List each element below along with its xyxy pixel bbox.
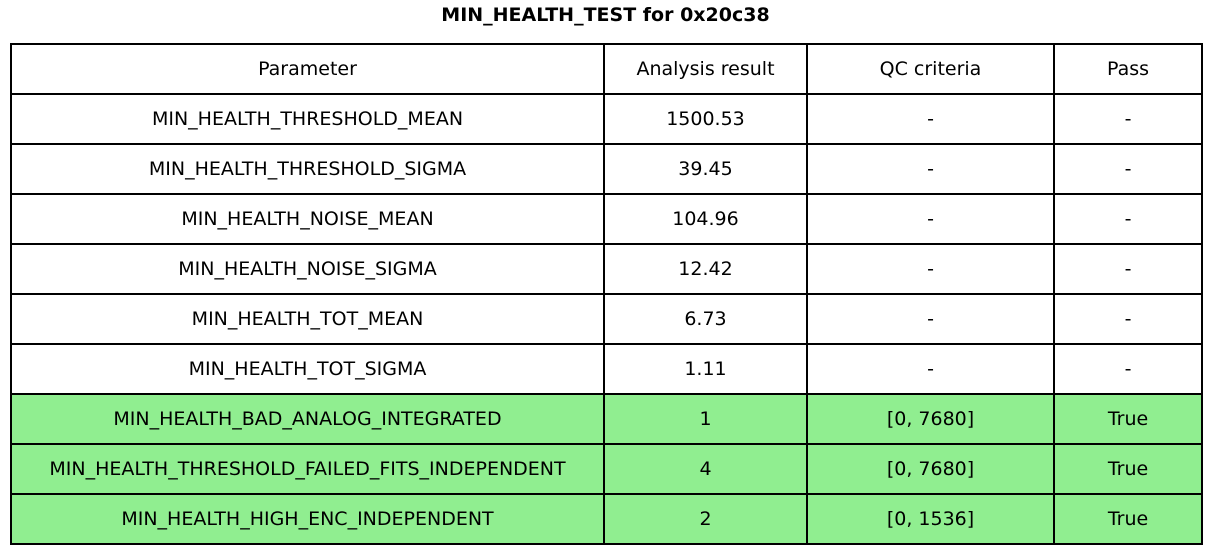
cell-analysis-result: 2 xyxy=(604,494,807,544)
table-row xyxy=(11,494,1202,544)
cell-parameter: MIN_HEALTH_THRESHOLD_FAILED_FITS_INDEPENDENT xyxy=(11,444,604,494)
cell-analysis-result: 1.11 xyxy=(604,344,807,394)
col-header-analysis-result: Analysis result xyxy=(604,44,807,94)
table-row xyxy=(11,244,1202,294)
table-row xyxy=(11,344,1202,394)
table-row xyxy=(11,444,1202,494)
table-row xyxy=(11,194,1202,244)
cell-analysis-result: 1 xyxy=(604,394,807,444)
cell-parameter: MIN_HEALTH_THRESHOLD_MEAN xyxy=(11,94,604,144)
cell-pass: True xyxy=(1054,444,1202,494)
col-header-parameter: Parameter xyxy=(11,44,604,94)
page-title: MIN_HEALTH_TEST for 0x20c38 xyxy=(441,4,770,26)
table-row xyxy=(11,394,1202,444)
table-header xyxy=(11,44,1202,94)
cell-analysis-result: 4 xyxy=(604,444,807,494)
header-row xyxy=(11,44,1202,94)
cell-analysis-result: 6.73 xyxy=(604,294,807,344)
cell-analysis-result: 104.96 xyxy=(604,194,807,244)
cell-parameter: MIN_HEALTH_THRESHOLD_SIGMA xyxy=(11,144,604,194)
cell-analysis-result: 1500.53 xyxy=(604,94,807,144)
cell-qc-criteria: - xyxy=(807,94,1054,144)
table-body xyxy=(11,94,1202,544)
cell-qc-criteria: - xyxy=(807,344,1054,394)
cell-parameter: MIN_HEALTH_HIGH_ENC_INDEPENDENT xyxy=(11,494,604,544)
qc-results-table xyxy=(10,43,1203,545)
cell-pass: - xyxy=(1054,344,1202,394)
cell-parameter: MIN_HEALTH_NOISE_SIGMA xyxy=(11,244,604,294)
cell-qc-criteria: - xyxy=(807,294,1054,344)
cell-qc-criteria: [0, 7680] xyxy=(807,394,1054,444)
cell-parameter: MIN_HEALTH_BAD_ANALOG_INTEGRATED xyxy=(11,394,604,444)
cell-parameter: MIN_HEALTH_TOT_SIGMA xyxy=(11,344,604,394)
col-header-pass: Pass xyxy=(1054,44,1202,94)
cell-parameter: MIN_HEALTH_TOT_MEAN xyxy=(11,294,604,344)
cell-analysis-result: 12.42 xyxy=(604,244,807,294)
table-row xyxy=(11,294,1202,344)
table-row xyxy=(11,144,1202,194)
cell-pass: - xyxy=(1054,94,1202,144)
cell-pass: - xyxy=(1054,194,1202,244)
cell-analysis-result: 39.45 xyxy=(604,144,807,194)
cell-pass: - xyxy=(1054,244,1202,294)
cell-pass: True xyxy=(1054,394,1202,444)
cell-qc-criteria: [0, 1536] xyxy=(807,494,1054,544)
cell-qc-criteria: [0, 7680] xyxy=(807,444,1054,494)
cell-qc-criteria: - xyxy=(807,244,1054,294)
table-row xyxy=(11,94,1202,144)
cell-pass: - xyxy=(1054,294,1202,344)
cell-pass: True xyxy=(1054,494,1202,544)
cell-qc-criteria: - xyxy=(807,194,1054,244)
cell-qc-criteria: - xyxy=(807,144,1054,194)
cell-pass: - xyxy=(1054,144,1202,194)
col-header-qc-criteria: QC criteria xyxy=(807,44,1054,94)
cell-parameter: MIN_HEALTH_NOISE_MEAN xyxy=(11,194,604,244)
